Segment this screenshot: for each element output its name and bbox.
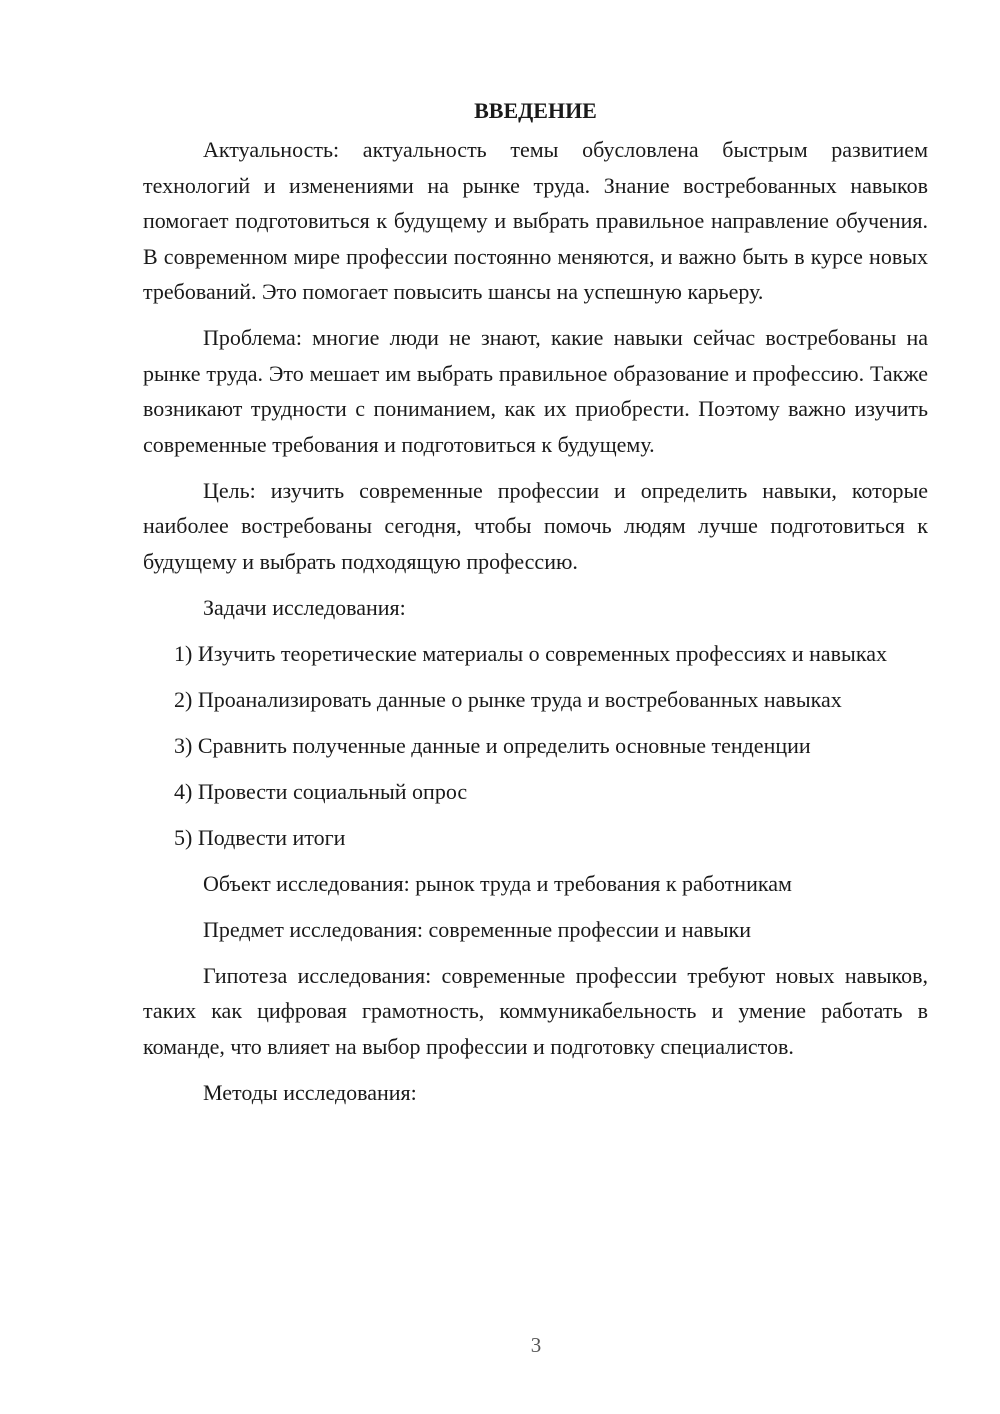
problem-paragraph: Проблема: многие люди не знают, какие навыки сейчас востребованы на рынке труда. Это мешает им выбрать правильное образование и профессию. Также возникают трудности с пониманием, как их приобрести. Поэтому важно изучить современные требования и подготовиться к будущему.: [143, 325, 928, 457]
task-item-5: 5) Подвести итоги: [174, 824, 346, 850]
task-item-4: 4) Провести социальный опрос: [174, 778, 468, 804]
task-item-3: 3) Сравнить полученные данные и определить основные тенденции: [174, 732, 811, 758]
task-item-2: 2) Проанализировать данные о рынке труда и востребованных навыках: [174, 686, 842, 712]
page-number: 3: [530, 1333, 542, 1357]
document-page: [143, 93, 928, 1121]
subject-paragraph: Предмет исследования: современные профессии и навыки: [203, 916, 752, 942]
task-item-1: 1) Изучить теоретические материалы о современных профессиях и навыках: [174, 640, 887, 666]
tasks-heading: Задачи исследования:: [203, 594, 406, 620]
goal-paragraph: Цель: изучить современные профессии и определить навыки, которые наиболее востребованы сегодня, чтобы помочь людям лучше подготовиться к будущему и выбрать подходящую профессию.: [143, 477, 928, 574]
relevance-paragraph: Актуальность: актуальность темы обусловлена быстрым развитием технологий и изменениями на рынке труда. Знание востребованных навыков помогает подготовиться к будущему и выбрать правильное направление обучения. В современном мире профессии постоянно меняются, и важно быть в курсе новых требований. Это помогает повысить шансы на успешную карьеру.: [143, 137, 928, 304]
hypothesis-paragraph: Гипотеза исследования: современные профессии требуют новых навыков, таких как цифровая грамотность, коммуникабельность и умение работать в команде, что влияет на выбор профессии и подготовку специалистов.: [143, 962, 928, 1059]
object-paragraph: Объект исследования: рынок труда и требования к работникам: [203, 870, 792, 896]
document-title: ВВЕДЕНИЕ: [474, 98, 597, 123]
methods-heading: Методы исследования:: [203, 1079, 417, 1105]
